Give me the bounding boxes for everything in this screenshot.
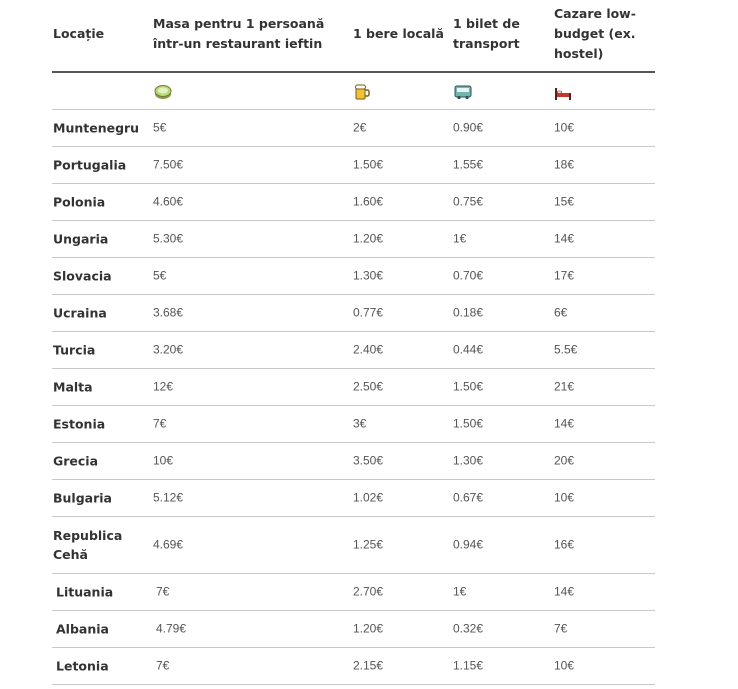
beer-price: 1.02€: [353, 490, 384, 505]
country-name: Ucraina: [53, 305, 107, 321]
table-header: [52, 0, 655, 73]
country-name: Portugalia: [53, 157, 127, 173]
lodging-price: 14€: [554, 584, 575, 599]
ticket-price: 1€: [453, 231, 467, 246]
country-name: Grecia: [53, 453, 99, 469]
beer-price: 1.30€: [353, 268, 384, 283]
beer-price: 2€: [353, 120, 367, 135]
lodging-price: 20€: [554, 453, 575, 468]
table-row: [52, 110, 655, 147]
beer-price: 2.70€: [353, 584, 384, 599]
ticket-price: 0.32€: [453, 621, 484, 636]
country-name: Estonia: [53, 416, 106, 432]
table-row: [52, 611, 655, 648]
beer-price: 1.60€: [353, 194, 384, 209]
header-meal: Masa pentru 1 persoană într-un restaurant ieftin: [153, 16, 325, 51]
beer-price: 1.20€: [353, 231, 384, 246]
meal-price: 7.50€: [153, 157, 184, 172]
lodging-price: 15€: [554, 194, 575, 209]
beer-price: 2.40€: [353, 342, 384, 357]
country-name: Lituania: [56, 584, 114, 600]
ticket-price: 1.50€: [453, 379, 484, 394]
meal-price: 10€: [153, 453, 174, 468]
country-name: Letonia: [56, 658, 109, 674]
bed-icon: [554, 86, 572, 105]
meal-price: 5.12€: [153, 490, 184, 505]
table-row: [52, 574, 655, 611]
lodging-price: 17€: [554, 268, 575, 283]
meal-price: 5.30€: [153, 231, 184, 246]
table-row: [52, 221, 655, 258]
bus-icon: [454, 84, 472, 104]
meal-price: 5€: [153, 268, 167, 283]
lodging-price: 14€: [554, 416, 575, 431]
meal-price: 5€: [153, 120, 167, 135]
table-row: [52, 517, 655, 574]
meal-price: 3.20€: [153, 342, 184, 357]
table-row: [52, 369, 655, 406]
country-name: Ungaria: [53, 231, 109, 247]
meal-price: 7€: [156, 658, 170, 673]
lodging-price: 10€: [554, 490, 575, 505]
country-name: Malta: [53, 379, 93, 395]
icon-row: [52, 73, 655, 110]
country-name: Turcia: [53, 342, 96, 358]
lodging-price: 6€: [554, 305, 568, 320]
ticket-price: 0.70€: [453, 268, 484, 283]
table-row: [52, 406, 655, 443]
meal-price: 4.60€: [153, 194, 184, 209]
beer-price: 0.77€: [353, 305, 384, 320]
beer-price: 2.15€: [353, 658, 384, 673]
meal-price: 7€: [153, 416, 167, 431]
lodging-price: 16€: [554, 537, 575, 552]
header-location: Locație: [53, 26, 105, 41]
ticket-price: 1.15€: [453, 658, 484, 673]
ticket-price: 0.90€: [453, 120, 484, 135]
beer-mug-icon: [354, 84, 370, 104]
beer-price: 3€: [353, 416, 367, 431]
country-name: Bulgaria: [53, 490, 112, 506]
table-row: [52, 258, 655, 295]
country-name: Polonia: [53, 194, 106, 210]
ticket-price: 0.18€: [453, 305, 484, 320]
table-body: [52, 110, 655, 685]
beer-price: 1.50€: [353, 157, 384, 172]
table-row: [52, 648, 655, 685]
table-row: [52, 332, 655, 369]
ticket-price: 1€: [453, 584, 467, 599]
meal-price: 12€: [153, 379, 174, 394]
meal-price: 4.69€: [153, 537, 184, 552]
ticket-price: 0.67€: [453, 490, 484, 505]
beer-price: 1.20€: [353, 621, 384, 636]
cost-table: [52, 0, 655, 685]
lodging-price: 5.5€: [554, 342, 578, 357]
country-name: Slovacia: [53, 268, 112, 284]
table-row: [52, 295, 655, 332]
beer-price: 3.50€: [353, 453, 384, 468]
meal-price: 7€: [156, 584, 170, 599]
ticket-price: 1.50€: [453, 416, 484, 431]
lodging-price: 18€: [554, 157, 575, 172]
ticket-price: 1.55€: [453, 157, 484, 172]
header-beer: 1 bere locală: [353, 26, 444, 41]
meal-price: 4.79€: [156, 621, 187, 636]
lodging-price: 14€: [554, 231, 575, 246]
table-row: [52, 443, 655, 480]
ticket-price: 1.30€: [453, 453, 484, 468]
table-row: [52, 147, 655, 184]
header-lodging: Cazare low-budget (ex. hostel): [554, 6, 636, 61]
plate-icon: [154, 84, 172, 104]
lodging-price: 7€: [554, 621, 568, 636]
lodging-price: 10€: [554, 120, 575, 135]
country-name: Muntenegru: [53, 120, 140, 136]
ticket-price: 0.94€: [453, 537, 484, 552]
beer-price: 1.25€: [353, 537, 384, 552]
country-name: Albania: [56, 621, 109, 637]
meal-price: 3.68€: [153, 305, 184, 320]
lodging-price: 21€: [554, 379, 575, 394]
country-name: Republica Cehă: [53, 528, 123, 562]
ticket-price: 0.75€: [453, 194, 484, 209]
ticket-price: 0.44€: [453, 342, 484, 357]
header-ticket: 1 bilet de transport: [453, 16, 520, 51]
lodging-price: 10€: [554, 658, 575, 673]
table-row: [52, 184, 655, 221]
beer-price: 2.50€: [353, 379, 384, 394]
table-row: [52, 480, 655, 517]
